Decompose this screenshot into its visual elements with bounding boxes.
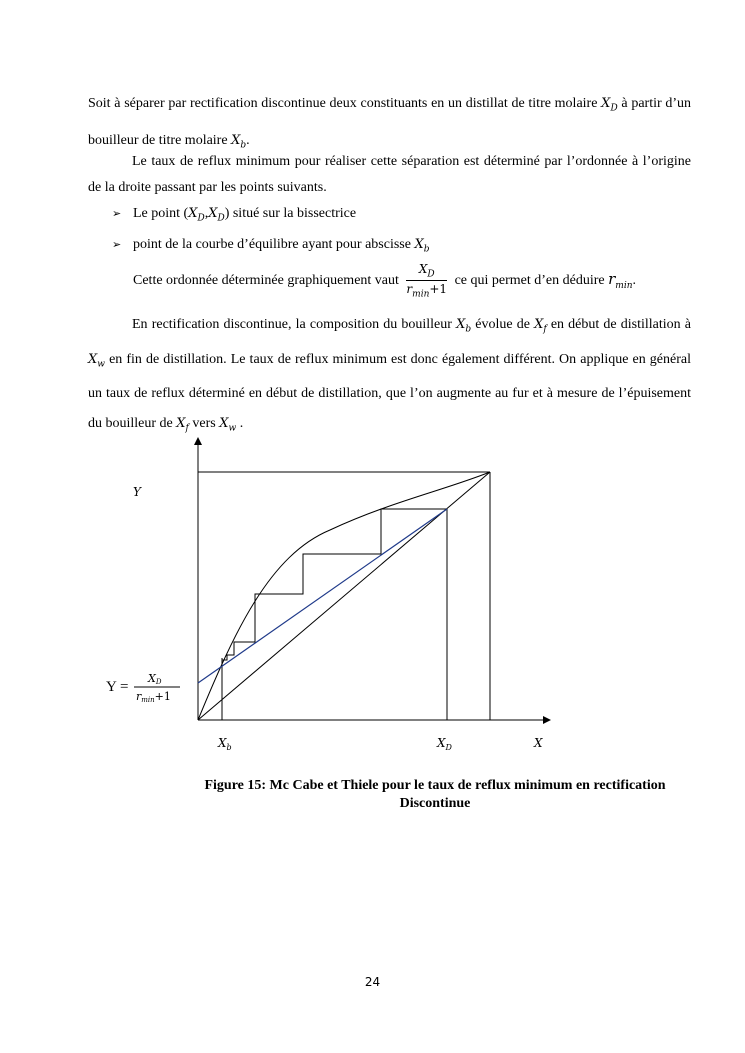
y-axis-label: Y (133, 485, 141, 499)
math-xb: $X_b$ (231, 132, 247, 151)
bullet-point-diagonal: ➢ Le point $(X_D,X_D)$ situé sur la bissectrice (112, 206, 357, 224)
xb-tick-label: $X_b$ (218, 736, 232, 752)
fraction-numerator: XD (148, 672, 162, 686)
mccabe-thiele-diagram (0, 430, 745, 770)
math-xd: $X_D$ (601, 96, 618, 114)
arrow-bullet-icon: ➢ (112, 238, 122, 251)
y-equals-label: Y = (106, 679, 129, 695)
paragraph-intro: Soit à séparer par rectification discontinue deux constituants en un distillat de titre molaire $X_D$ à partir d’un bouilleur de titre molaire $X_b$. (88, 96, 692, 151)
bullet-point-equilibrium: ➢ point de la courbe d’équilibre ayant pour abscisse $X_b$ (112, 237, 430, 255)
paragraph-reflux: Le taux de reflux minimum pour réaliser cette séparation est déterminé par l’ordonnée à l’origine de la droite passant par les points suivants. (88, 154, 691, 195)
paragraph-discontinuous: En rectification discontinue, la composition du bouilleur $X_b$ évolue de $X_f$ en début de distillation à $X_w$ en fin de distillation. Le taux de reflux minimum est donc également différent. On applique en général un taux de reflux déterminé en début de distillation, que l’on augmente au fur et à mesure de l’épuisement du bouilleur de $X_f$ vers $X_w$ . (88, 317, 692, 434)
figure-caption: Figure 15: Mc Cabe et Thiele pour le taux de reflux minimum en rectification Discontinue (204, 778, 666, 811)
ordinate-formula-line: Cette ordonnée déterminée graphiquement vaut $\frac{X_D}{r_{min}+1}$ ce qui permet d’en déduire $r_{min}$. (133, 262, 637, 300)
fraction-xd-rmin: $\frac{X_D}{r_{min}+1}$ (406, 262, 448, 300)
operating-line (198, 509, 447, 683)
page-number: 24 (364, 975, 381, 989)
fraction-denominator: rmin+1 (136, 690, 171, 704)
xd-tick-label: $X_D$ (437, 736, 452, 752)
arrow-bullet-icon: ➢ (112, 207, 122, 220)
staircase-steps (222, 509, 447, 660)
x-axis-label: X (534, 736, 543, 750)
